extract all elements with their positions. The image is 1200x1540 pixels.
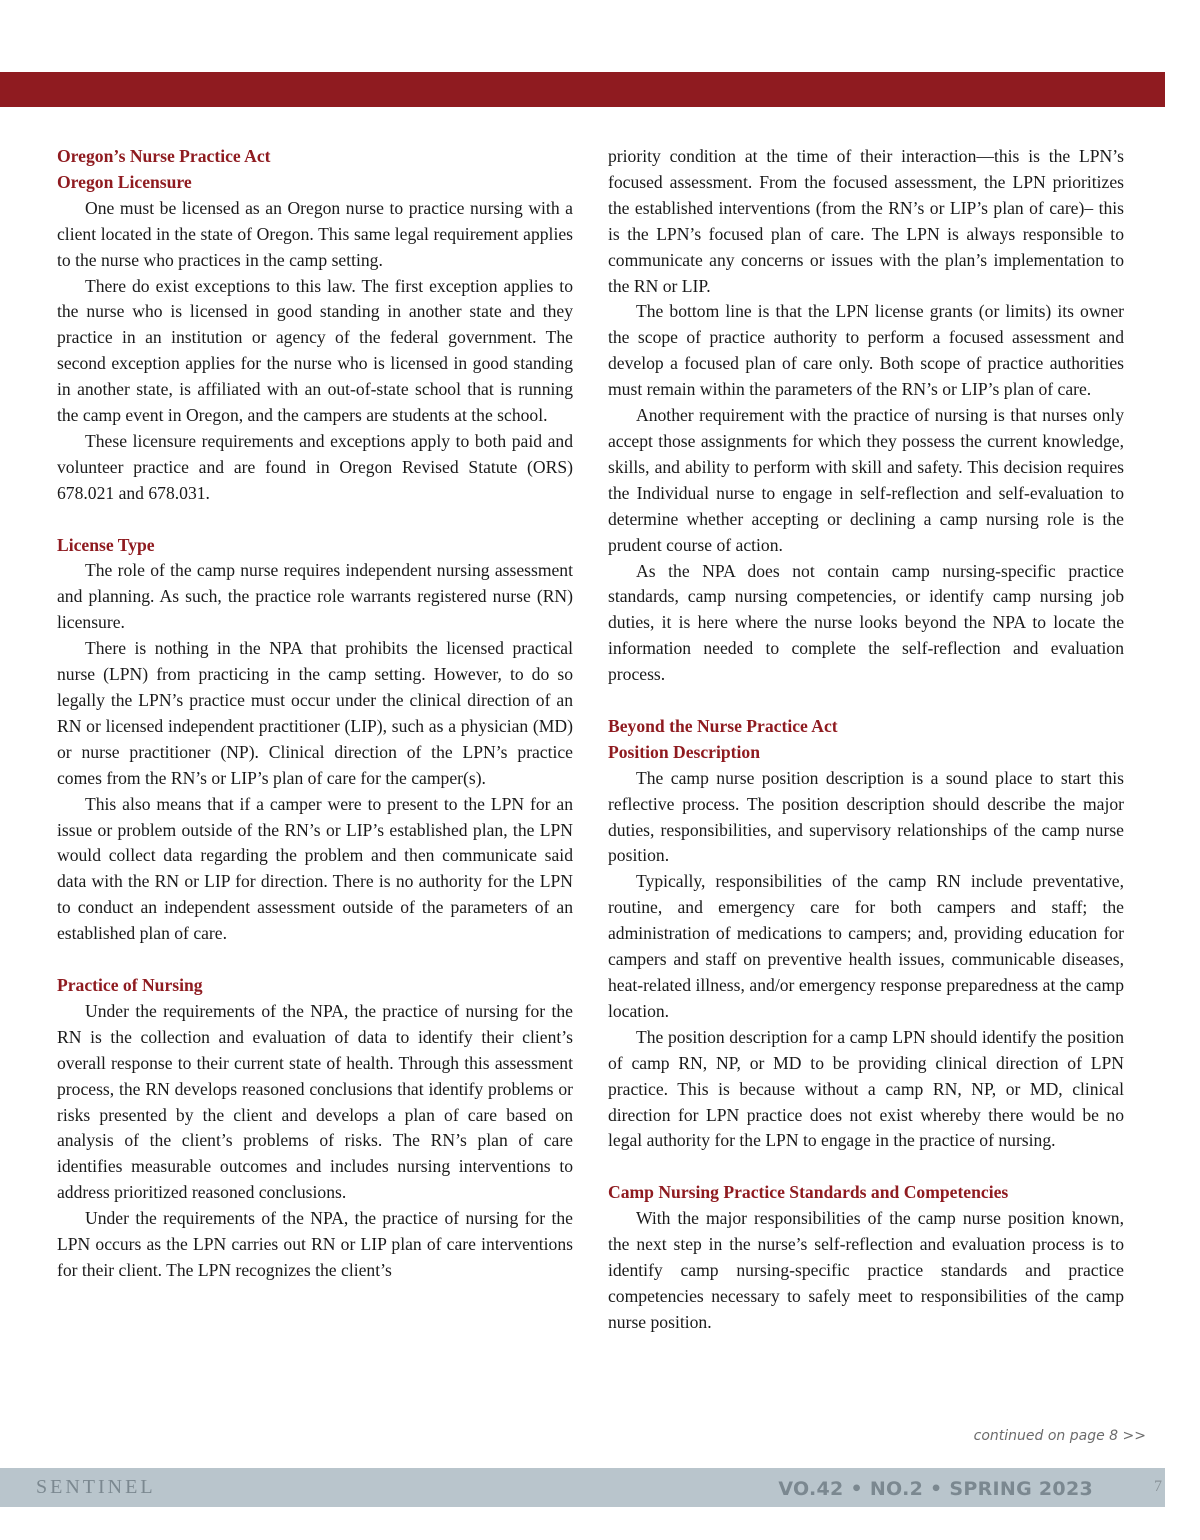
column-right <box>608 144 1124 1336</box>
paragraph: One must be licensed as an Oregon nurse to practice nursing with a client located in the state of Oregon. This same legal requirement applies to the nurse who practices in the camp setting. <box>57 197 573 270</box>
continued-link[interactable]: continued on page 8 >> <box>973 1428 1146 1444</box>
paragraph: Under the requirements of the NPA, the practice of nursing for the RN is the collection and evaluation of data to identify their client’s overall response to their current state of health. Through this assessment process, the RN develops reasoned conclusions that identify problems or risks presented by the client and develops a plan of care based on analysis of the client’s problems of risks. The RN’s plan of care identifies measurable outcomes and includes nursing interventions to address prioritized reasoned conclusions. <box>57 1000 573 1203</box>
paragraph: Another requirement with the practice of nursing is that nurses only accept those assignments for which they possess the current knowledge, skills, and ability to perform with skill and safety. This decision requires the Individual nurse to engage in self-reflection and self-evaluation to determine whether accepting or declining a camp nursing role is the prudent course of action. <box>608 405 1124 555</box>
paragraph: The role of the camp nurse requires independent nursing assessment and planning. As such, the practice role warrants registered nurse (RN) licensure. <box>57 560 573 633</box>
paragraph: The bottom line is that the LPN license grants (or limits) its owner the scope of practice authority to perform a focused assessment and develop a focused plan of care only. Both scope of practice authorities must remain within the parameters of the RN’s or LIP’s plan of care. <box>608 301 1124 400</box>
heading-position-description: Position Description <box>608 741 760 762</box>
paragraph: priority condition at the time of their interaction—this is the LPN’s focused assessment. From the focused assessment, the LPN prioritizes the established interventions (from the RN’s or LIP’s plan of care)– this is the LPN’s focused plan of care. The LPN is always responsible to communicate any concerns or issues with the plan’s implementation to the RN or LIP. <box>608 146 1124 296</box>
heading-beyond-npa: Beyond the Nurse Practice Act <box>608 715 838 736</box>
footer-bar <box>0 1468 1165 1507</box>
heading-license-type: License Type <box>57 534 155 555</box>
paragraph: The position description for a camp LPN should identify the position of camp RN, NP, or MD to be providing clinical direction of LPN practice. This is because without a camp RN, NP, or MD, clinical direction for LPN practice does not exist whereby there would be no legal authority for the LPN to engage in the practice of nursing. <box>608 1026 1124 1151</box>
column-left <box>57 144 573 1284</box>
paragraph: Typically, responsibilities of the camp RN include preventative, routine, and emergency care for both campers and staff; the administration of medications to campers; and, providing education for campers and staff on preventive health issues, communicable diseases, heat-related illness, and/or emergency response preparedness at the camp location. <box>608 871 1124 1021</box>
paragraph: These licensure requirements and exceptions apply to both paid and volunteer practice and are found in Oregon Revised Statute (ORS) 678.021 and 678.031. <box>57 430 573 503</box>
header-bar <box>0 72 1165 107</box>
page-number: 7 <box>1154 1478 1162 1495</box>
publication-name: SENTINEL <box>36 1476 156 1498</box>
heading-practice-of-nursing: Practice of Nursing <box>57 974 203 995</box>
heading-nurse-practice-act: Oregon’s Nurse Practice Act <box>57 146 271 166</box>
paragraph: There do exist exceptions to this law. The first exception applies to the nurse who is licensed in good standing in another state and they practice in an institution or agency of the federal government. The second exception applies for the nurse who is licensed in good standing in another state, is affiliated with an out-of-state school that is running the camp event in Oregon, and the campers are students at the school. <box>57 275 573 426</box>
heading-oregon-licensure: Oregon Licensure <box>57 171 192 192</box>
paragraph: There is nothing in the NPA that prohibits the licensed practical nurse (LPN) from practicing in the camp setting. However, to do so legally the LPN’s practice must occur under the clinical direction of an RN or licensed independent practitioner (LIP), such as a physician (MD) or nurse practitioner (NP). Clinical direction of the LPN’s practice comes from the RN’s or LIP’s plan of care for the camper(s). <box>57 638 573 788</box>
heading-standards-competencies: Camp Nursing Practice Standards and Competencies <box>608 1182 1009 1203</box>
paragraph: This also means that if a camper were to present to the LPN for an issue or problem outside of the RN’s or LIP’s established plan, the LPN would collect data regarding the problem and then communicate said data with the RN or LIP for direction. There is no authority for the LPN to conduct an independent assessment outside of the parameters of an established plan of care. <box>57 793 573 944</box>
paragraph: With the major responsibilities of the camp nurse position known, the next step in the nurse’s self-reflection and evaluation process is to identify camp nursing-specific practice standards and practice competencies necessary to safely meet to responsibilities of the camp nurse position. <box>608 1208 1124 1332</box>
paragraph: Under the requirements of the NPA, the practice of nursing for the LPN occurs as the LPN carries out RN or LIP plan of care interventions for their client. The LPN recognizes the client’s <box>57 1208 573 1280</box>
issue-info: VO.42 • NO.2 • SPRING 2023 <box>778 1478 1093 1500</box>
paragraph: As the NPA does not contain camp nursing-specific practice standards, camp nursing competencies, or identify camp nursing job duties, it is here where the nurse looks beyond the NPA to locate the information needed to complete the self-reflection and evaluation process. <box>608 560 1124 685</box>
paragraph: The camp nurse position description is a sound place to start this reflective process. The position description should describe the major duties, responsibilities, and supervisory relationships of the camp nurse position. <box>608 767 1124 866</box>
